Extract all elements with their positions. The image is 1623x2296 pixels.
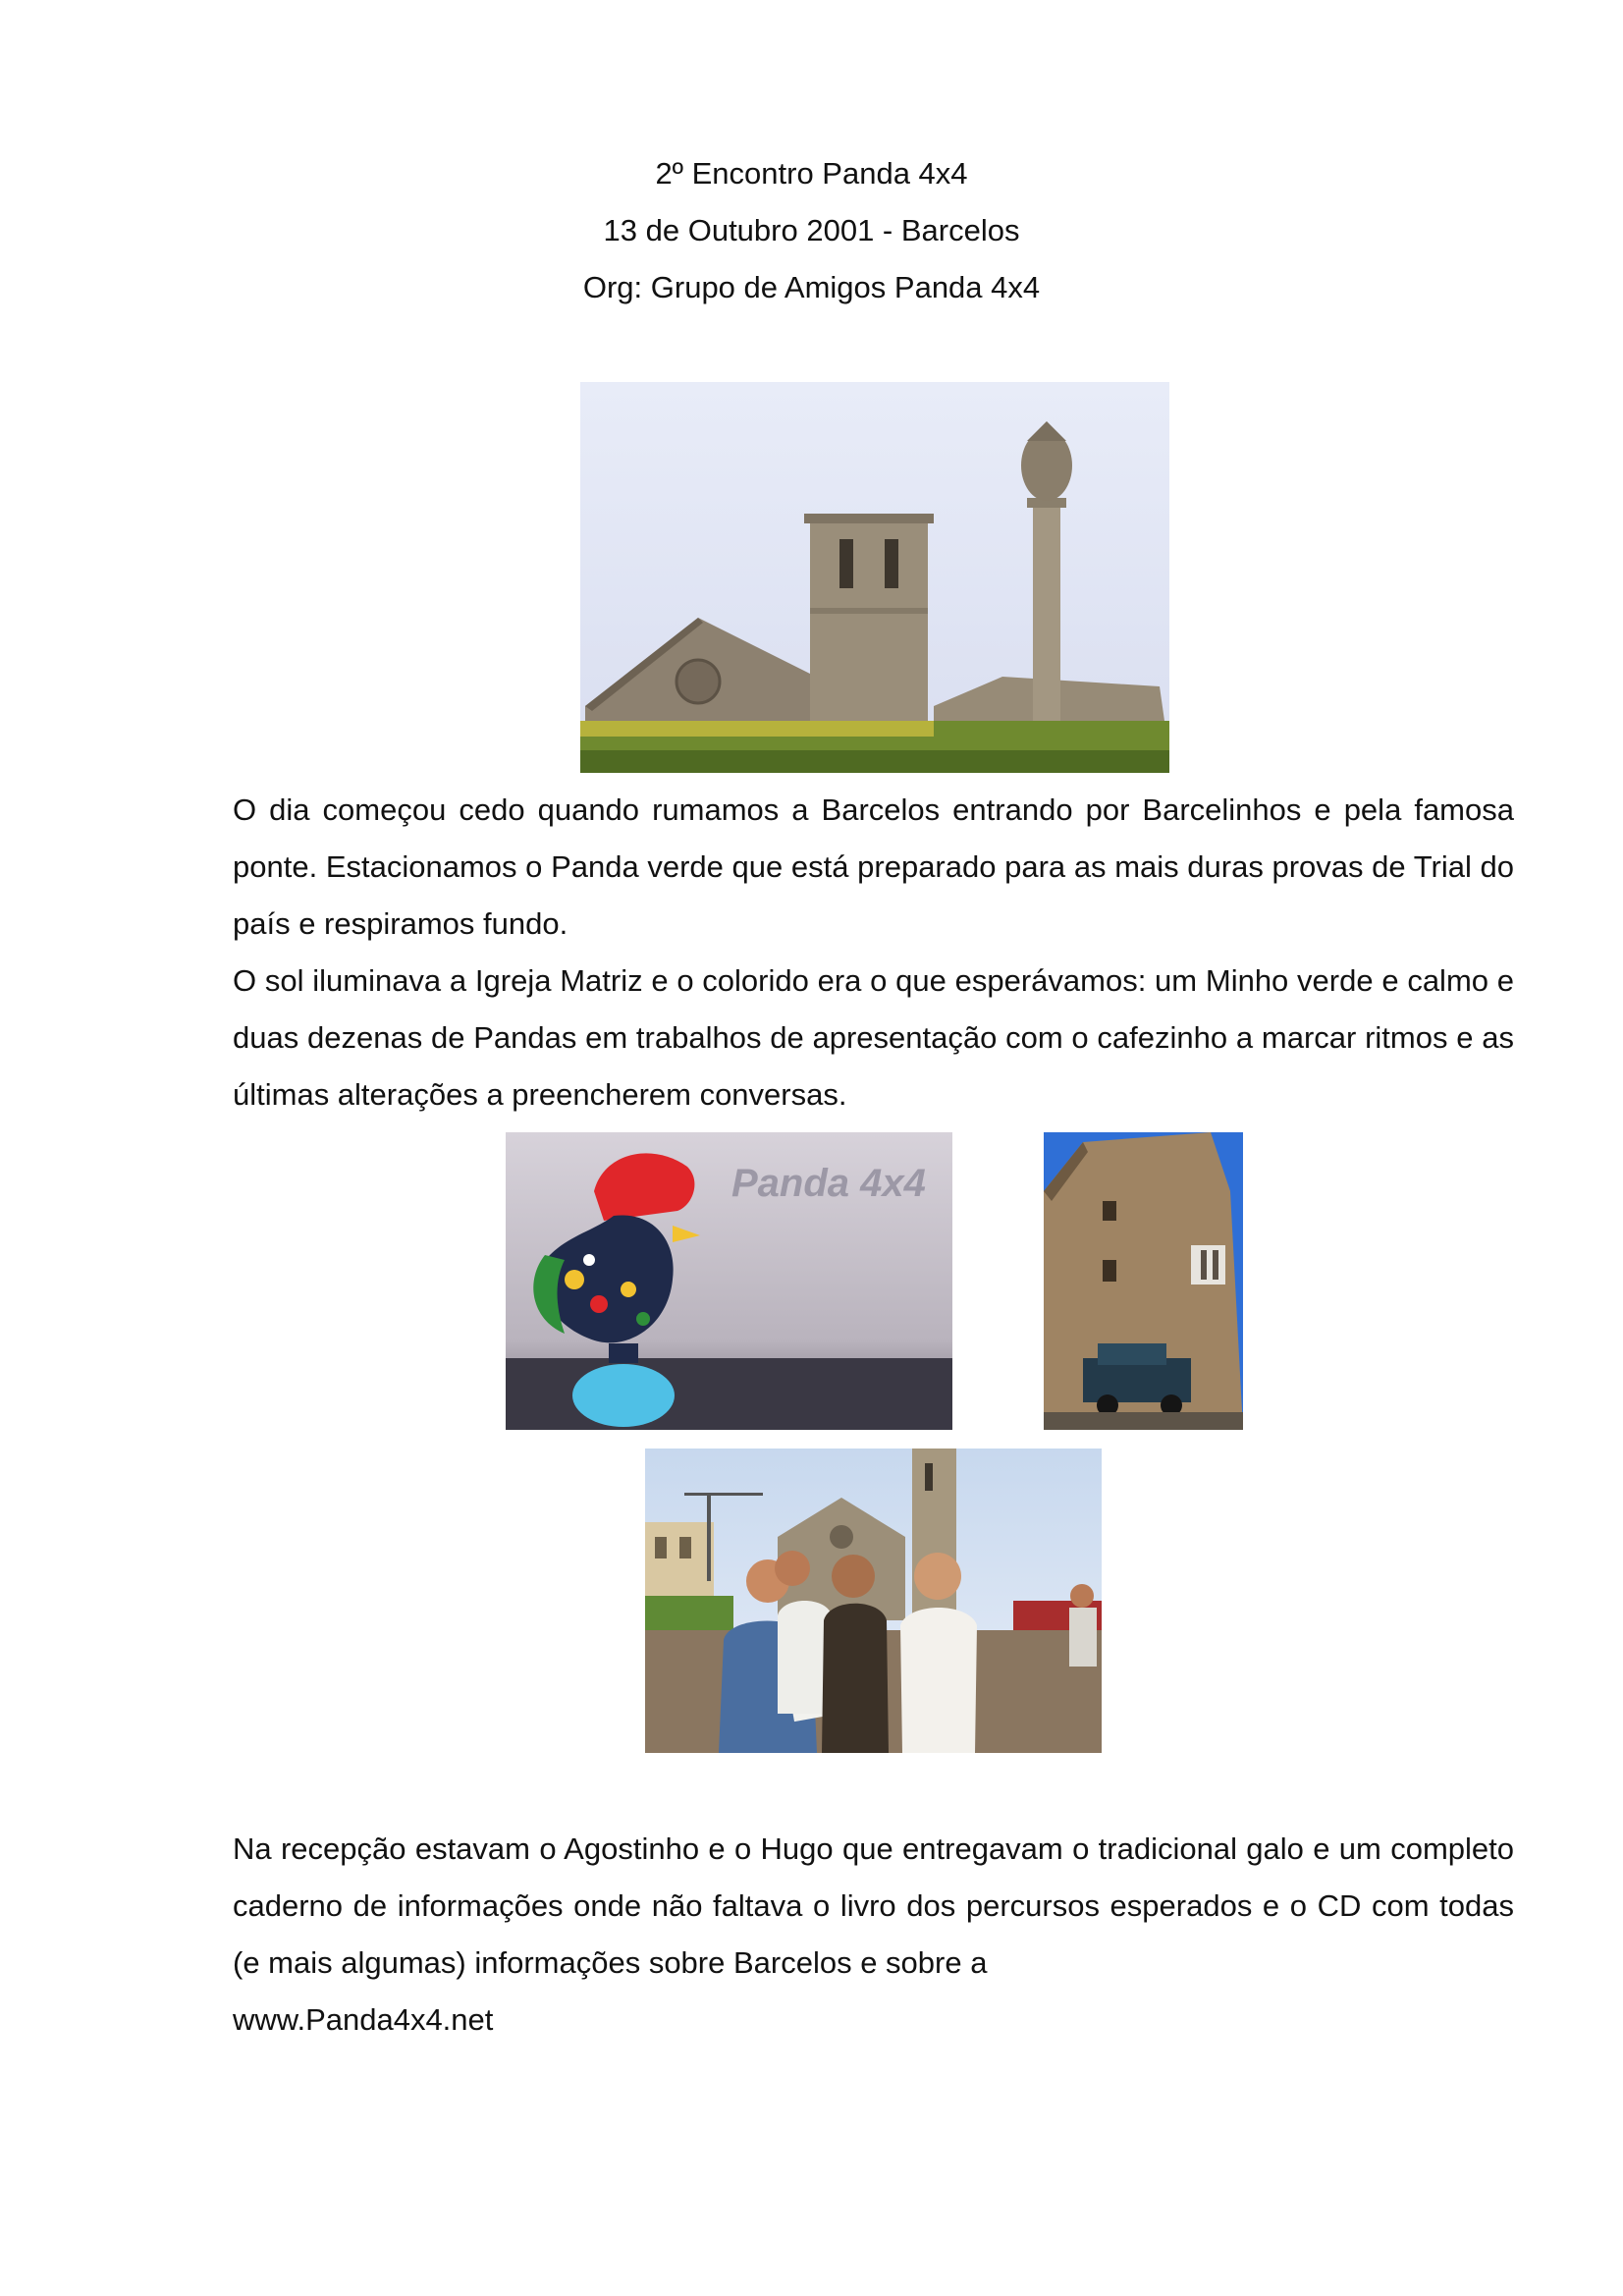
car-decal-text: Panda 4x4 — [731, 1162, 926, 1205]
group-square-photo — [645, 1449, 1102, 1753]
paragraph-arrival: O dia começou cedo quando rumamos a Barcelos entrando por Barcelinhos e pela famosa ponte. Estacionamos o Panda verde que está preparado para as mais duras provas de Trial do país e respiramos fundo. — [233, 793, 1514, 941]
document-title: 2º Encontro Panda 4x4 — [655, 156, 968, 191]
church-photo — [580, 382, 1169, 773]
paragraph-igreja-matriz: O sol iluminava a Igreja Matriz e o colorido era o que esperávamos: um Minho verde e calmo e duas dezenas de Pandas em trabalhos de apresentação com o cafezinho a marcar ritmos e as últimas alterações a preencherem conversas. — [233, 963, 1514, 1112]
rooster-car-photo — [506, 1132, 952, 1430]
website-link-text: www.Panda4x4.net — [233, 2002, 494, 2037]
event-organizer: Org: Grupo de Amigos Panda 4x4 — [582, 270, 1041, 304]
stone-tower-photo — [1044, 1132, 1243, 1430]
paragraph-reception: Na recepção estavam o Agostinho e o Hugo que entregavam o tradicional galo e um completo caderno de informações onde não faltava o livro dos percursos esperados e o CD com todas (e mais algumas) informações sobre Barcelos e sobre a — [233, 1831, 1514, 1980]
event-date-place: 13 de Outubro 2001 - Barcelos — [603, 213, 1020, 247]
